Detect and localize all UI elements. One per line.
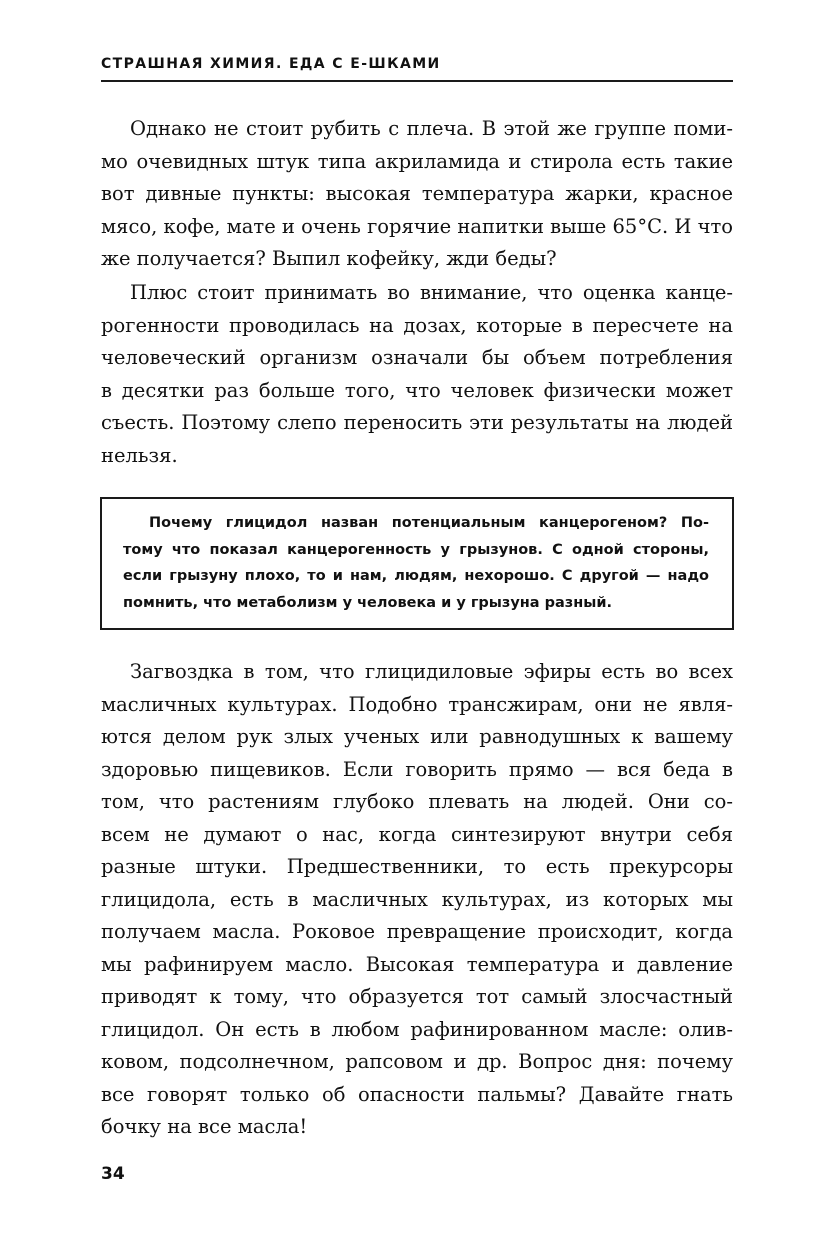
paragraph-line: Однако не стоит рубить с плеча. В этой же группе поми- <box>130 117 733 140</box>
paragraph-line: масличных культурах. Подобно трансжирам, они не явля- <box>101 692 733 716</box>
paragraph-line: том, что растениям глубоко плевать на людей. Они со- <box>101 790 733 813</box>
paragraph-line: получаем масла. Роковое превращение происходит, когда <box>101 920 733 943</box>
running-head: СТРАШНАЯ ХИМИЯ. ЕДА С Е-ШКАМИ <box>101 56 441 72</box>
paragraph-line: человеческий организм означали бы объем потребления <box>101 346 733 369</box>
page-number: 34 <box>101 1164 125 1184</box>
paragraph-line: мы рафинируем масло. Высокая температура и давление <box>101 952 733 976</box>
sidebar-line: Почему глицидол назван потенциальным канцерогеном? По- <box>149 515 709 531</box>
paragraph-line: мо очевидных штук типа акриламида и стирола есть такие <box>101 149 733 173</box>
paragraph-3 <box>101 656 733 1144</box>
sidebar-note-box <box>100 497 734 630</box>
paragraph-line: же получается? Выпил кофейку, жди беды? <box>101 247 557 270</box>
paragraph-line: Загвоздка в том, что глицидиловые эфиры есть во всех <box>130 660 733 683</box>
paragraph-line: здоровью пищевиков. Если говорить прямо — вся беда в <box>101 757 733 781</box>
paragraph-line: ковом, подсолнечном, рапсовом и др. Вопрос дня: почему <box>101 1050 733 1073</box>
paragraph-line: нельзя. <box>101 443 178 467</box>
paragraph-line: глицидола, есть в масличных культурах, из которых мы <box>101 887 733 911</box>
paragraph-line: бочку на все масла! <box>101 1115 308 1138</box>
paragraph-line: вот дивные пункты: высокая температура жарки, красное <box>101 182 733 205</box>
header-divider <box>101 80 733 82</box>
sidebar-line: тому что показал канцерогенность у грызунов. С одной стороны, <box>123 541 709 558</box>
paragraph-line: глицидол. Он есть в любом рафинированном масле: олив- <box>101 1017 733 1041</box>
paragraph-line: ются делом рук злых ученых или равнодушных к вашему <box>101 725 733 748</box>
sidebar-line: помнить, что метаболизм у человека и у грызуна разный. <box>123 594 613 611</box>
paragraph-line: всем не думают о нас, когда синтезируют внутри себя <box>101 822 733 846</box>
paragraph-line: мясо, кофе, мате и очень горячие напитки выше 65°С. И что <box>101 214 733 238</box>
paragraph-line: рогенности проводилась на дозах, которые в пересчете на <box>101 313 733 337</box>
paragraph-line: съесть. Поэтому слепо переносить эти результаты на людей <box>101 411 733 434</box>
paragraph-2 <box>101 277 733 472</box>
sidebar-note-text <box>123 510 709 616</box>
paragraph-line: в десятки раз больше того, что человек физически может <box>101 378 733 402</box>
paragraph-line: Плюс стоит принимать во внимание, что оценка канце- <box>130 281 733 304</box>
paragraph-line: разные штуки. Предшественники, то есть прекурсоры <box>101 855 733 878</box>
paragraph-line: все говорят только об опасности пальмы? Давайте гнать <box>101 1082 733 1106</box>
sidebar-line: если грызуну плохо, то и нам, людям, нехорошо. С другой — надо <box>123 568 709 584</box>
paragraph-1 <box>101 113 733 276</box>
paragraph-line: приводят к тому, что образуется тот самый злосчастный <box>101 985 733 1008</box>
